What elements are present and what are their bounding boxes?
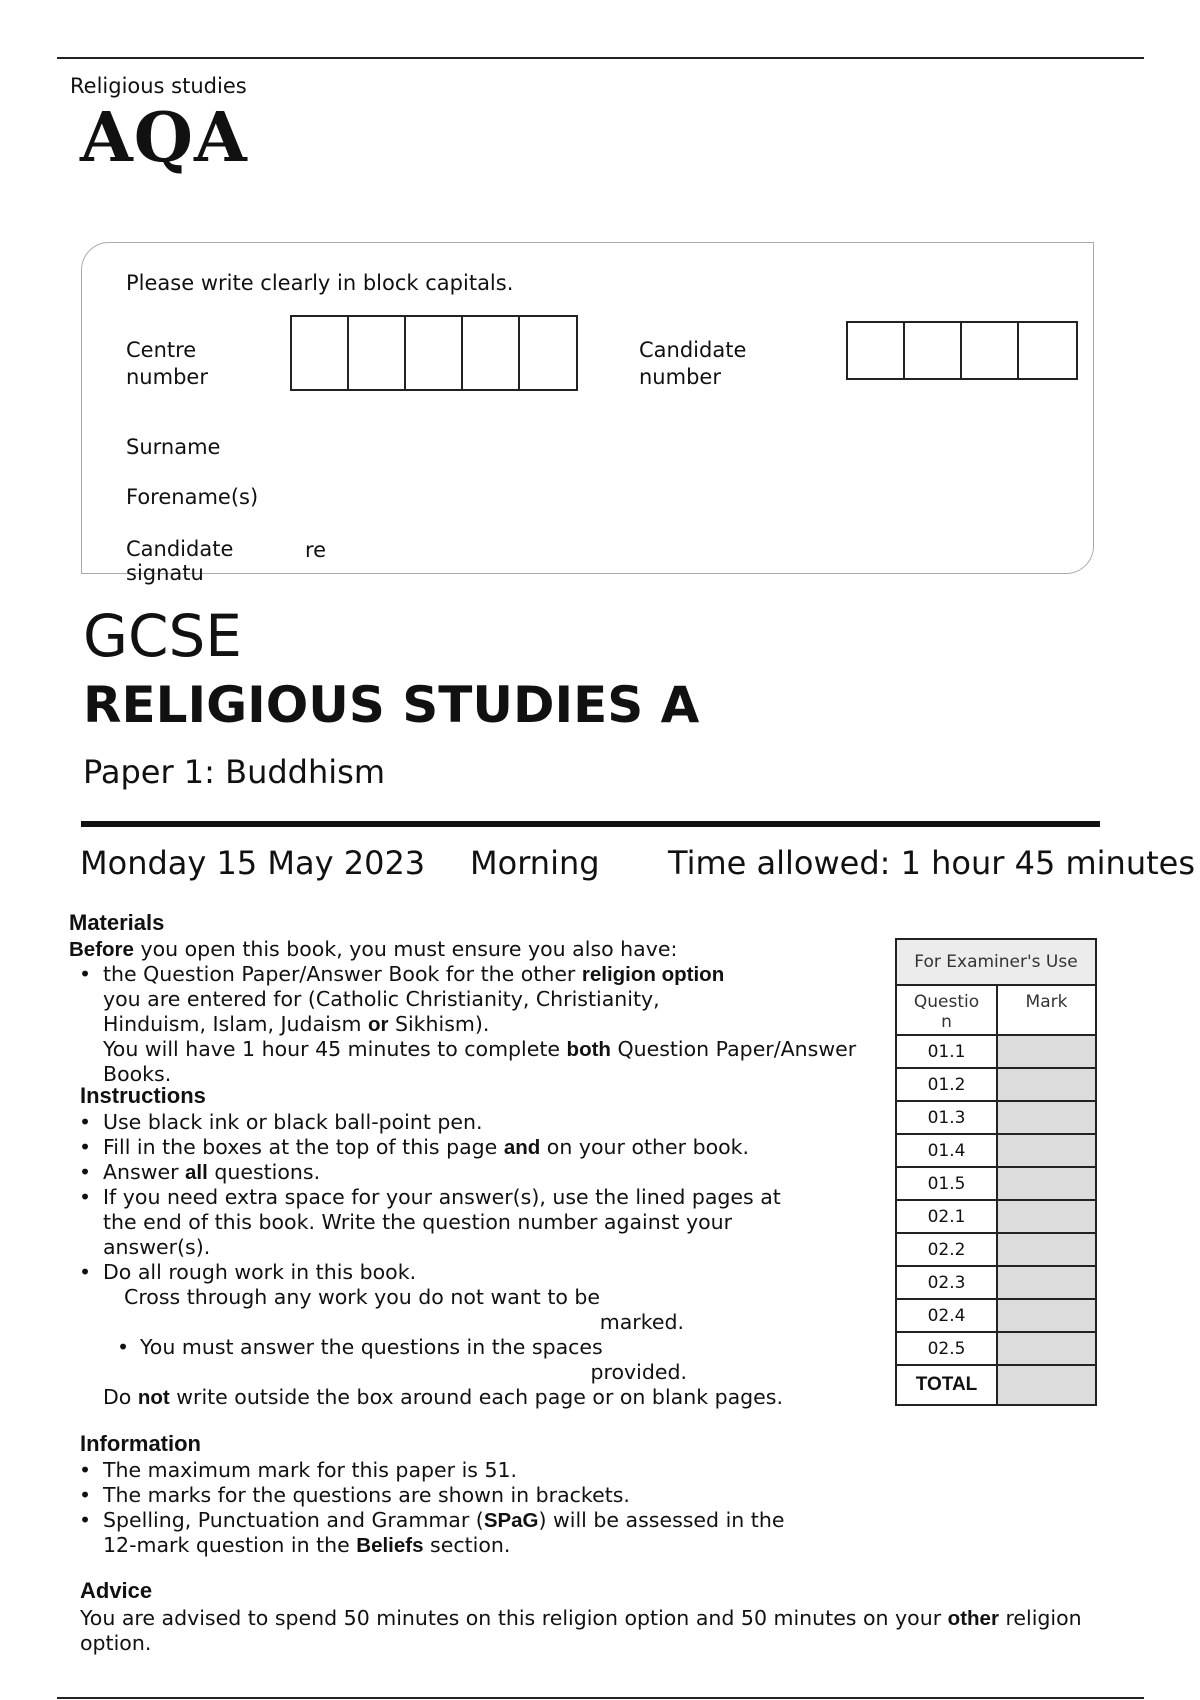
forenames-label: Forename(s) (126, 485, 259, 509)
centre-number-label: Centre number (126, 338, 208, 389)
top-rule (57, 57, 1144, 59)
instruction-item: • You must answer the questions in the spaces provided. (117, 1335, 687, 1384)
information-item: • The marks for the questions are shown in brackets. (69, 1483, 909, 1508)
subject-label: Religious studies (70, 74, 247, 98)
examiners-use-table (895, 938, 1097, 1406)
information-heading: Information (80, 1431, 201, 1456)
question-number: 02.5 (896, 1332, 997, 1365)
examiner-row (896, 1035, 1096, 1068)
mark-cell[interactable] (997, 1266, 1096, 1299)
question-number: 01.2 (896, 1068, 997, 1101)
block-capitals-instruction: Please write clearly in block capitals. (126, 271, 514, 295)
question-number: 01.4 (896, 1134, 997, 1167)
centre-number-digit[interactable] (406, 317, 463, 389)
candidate-number-boxes (846, 321, 1078, 380)
examiners-use-title: For Examiner's Use (896, 939, 1096, 985)
candidate-number-label: Candidate number (639, 338, 747, 389)
title-divider (81, 821, 1100, 827)
total-mark-cell[interactable] (997, 1365, 1096, 1405)
examiner-row (896, 1068, 1096, 1101)
exam-session: Morning (470, 844, 600, 882)
information-item: • Spelling, Punctuation and Grammar (SPaG) will be assessed in the 12-mark question in the Beliefs section. (69, 1508, 909, 1558)
paper-title: RELIGIOUS STUDIES A (83, 676, 700, 734)
question-number: 02.2 (896, 1233, 997, 1266)
instructions-body (69, 1110, 829, 1410)
question-number: 02.1 (896, 1200, 997, 1233)
time-allowed: Time allowed: 1 hour 45 minutes (668, 844, 1195, 882)
examiner-row (896, 1101, 1096, 1134)
information-body (69, 1458, 909, 1558)
instructions-heading: Instructions (80, 1083, 206, 1108)
instruction-item: • Use black ink or black ball-point pen. (69, 1110, 829, 1135)
qualification-level: GCSE (83, 602, 242, 670)
exam-date: Monday 15 May 2023 (80, 844, 426, 882)
centre-number-digit[interactable] (463, 317, 520, 389)
materials-heading: Materials (69, 910, 165, 935)
mark-cell[interactable] (997, 1068, 1096, 1101)
centre-number-boxes (290, 315, 578, 391)
advice-body: You are advised to spend 50 minutes on this religion option and 50 minutes on your other religion option. (80, 1606, 1082, 1655)
total-label: TOTAL (896, 1365, 997, 1405)
mark-cell[interactable] (997, 1134, 1096, 1167)
examiner-row (896, 1134, 1096, 1167)
examiner-row (896, 1266, 1096, 1299)
mark-cell[interactable] (997, 1167, 1096, 1200)
candidate-number-digit[interactable] (905, 323, 962, 378)
candidate-number-digit[interactable] (1019, 323, 1076, 378)
mark-cell[interactable] (997, 1332, 1096, 1365)
instruction-item: • If you need extra space for your answer(s), use the lined pages at the end of this book. Write the question number against your answer(s). (69, 1185, 829, 1260)
examiner-row (896, 1200, 1096, 1233)
centre-number-digit[interactable] (349, 317, 406, 389)
candidate-number-digit[interactable] (848, 323, 905, 378)
mark-cell[interactable] (997, 1299, 1096, 1332)
centre-number-digit[interactable] (292, 317, 349, 389)
bottom-rule (57, 1697, 1144, 1699)
question-number: 01.3 (896, 1101, 997, 1134)
mark-cell[interactable] (997, 1200, 1096, 1233)
examiner-row (896, 1233, 1096, 1266)
question-number: 02.3 (896, 1266, 997, 1299)
candidate-signature-label-end: re (305, 538, 327, 562)
instruction-item: Do not write outside the box around each page or on blank pages. (103, 1385, 783, 1409)
question-column-header: Questio n (896, 985, 997, 1035)
instruction-item: • Fill in the boxes at the top of this page and on your other book. (69, 1135, 829, 1160)
mark-cell[interactable] (997, 1101, 1096, 1134)
materials-body: Before you open this book, you must ensure you also have: • the Question Paper/Answer Book for the other religion option you are entered for (Catholic Christianity, Christianity, Hinduism, Islam, Judaism or Sikhism). You will have 1 hour 45 minutes to complete both Question Paper/Answer Books. (69, 937, 909, 1087)
examiner-row (896, 1332, 1096, 1365)
question-number: 01.5 (896, 1167, 997, 1200)
information-item: • The maximum mark for this paper is 51. (69, 1458, 909, 1483)
question-number: 02.4 (896, 1299, 997, 1332)
instruction-item: Cross through any work you do not want to be marked. (124, 1285, 684, 1334)
question-number: 01.1 (896, 1035, 997, 1068)
advice-heading: Advice (80, 1578, 153, 1603)
paper-subtitle: Paper 1: Buddhism (83, 753, 385, 791)
surname-label: Surname (126, 435, 221, 459)
instruction-item: • Answer all questions. (69, 1160, 829, 1185)
materials-item: • the Question Paper/Answer Book for the other religion option you are entered for (Catholic Christianity, Christianity, Hinduism, Islam, Judaism or Sikhism). (69, 962, 909, 1037)
mark-column-header: Mark (997, 985, 1096, 1035)
mark-cell[interactable] (997, 1035, 1096, 1068)
aqa-logo: AQA (80, 98, 248, 178)
mark-cell[interactable] (997, 1233, 1096, 1266)
candidate-number-digit[interactable] (962, 323, 1019, 378)
candidate-signature-label: Candidate signatu (126, 537, 234, 585)
centre-number-digit[interactable] (520, 317, 576, 389)
examiner-row (896, 1167, 1096, 1200)
instruction-item: • Do all rough work in this book. (69, 1260, 829, 1285)
examiner-row (896, 1299, 1096, 1332)
